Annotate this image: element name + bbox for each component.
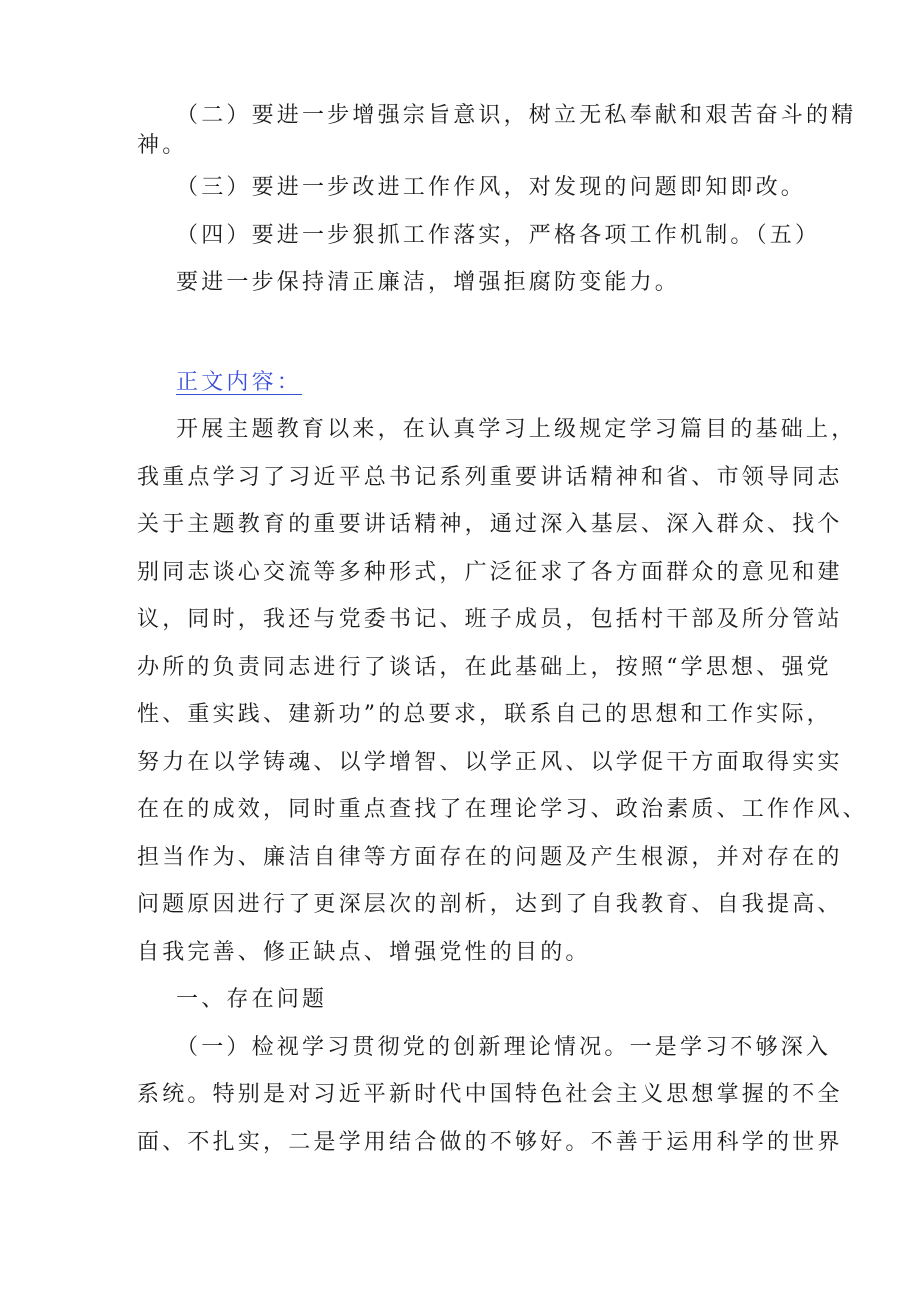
section-heading: 一、存在问题 bbox=[176, 987, 328, 1012]
body-line-10: 担当作为、廉洁自律等方面存在的问题及产生根源，并对存在的 bbox=[137, 845, 843, 870]
intro-line-4: （四）要进一步狠抓工作落实，严格各项工作机制。（五） bbox=[176, 223, 821, 248]
intro-line-1: （二）要进一步增强宗旨意识，树立无私奉献和艰苦奋斗的精 bbox=[176, 103, 857, 128]
body-line-3: 关于主题教育的重要讲话精神，通过深入基层、深入群众、找个 bbox=[137, 512, 843, 537]
body-line-1: 开展主题教育以来，在认真学习上级规定学习篇目的基础上， bbox=[176, 417, 857, 442]
intro-line-5: 要进一步保持清正廉洁，增强拒腐防变能力。 bbox=[176, 270, 681, 295]
body-line-9: 在在的成效，同时重点查找了在理论学习、政治素质、工作作风、 bbox=[137, 797, 868, 822]
body-line-7: 性、重实践、建新功”的总要求，联系自己的思想和工作实际， bbox=[137, 702, 832, 727]
body-line-11: 问题原因进行了更深层次的剖析，达到了自我教育、自我提高、 bbox=[137, 892, 843, 917]
body-line-5: 议，同时，我还与党委书记、班子成员，包括村干部及所分管站 bbox=[137, 607, 843, 632]
section-link[interactable]: 正文内容： bbox=[176, 370, 303, 395]
sub-line-3: 面、不扎实，二是学用结合做的不够好。不善于运用科学的世界 bbox=[137, 1130, 843, 1155]
body-line-8: 努力在以学铸魂、以学增智、以学正风、以学促干方面取得实实 bbox=[137, 750, 843, 775]
sub-line-1: （一）检视学习贯彻党的创新理论情况。一是学习不够深入 bbox=[176, 1035, 832, 1060]
intro-line-2: 神。 bbox=[137, 133, 188, 158]
body-line-2: 我重点学习了习近平总书记系列重要讲话精神和省、市领导同志 bbox=[137, 465, 843, 490]
sub-line-2: 系统。特别是对习近平新时代中国特色社会主义思想掌握的不全 bbox=[137, 1082, 843, 1107]
body-line-6: 办所的负责同志进行了谈话，在此基础上，按照“学思想、强党 bbox=[137, 655, 832, 680]
body-line-12: 自我完善、修正缺点、增强党性的目的。 bbox=[137, 940, 591, 965]
body-line-4: 别同志谈心交流等多种形式，广泛征求了各方面群众的意见和建 bbox=[137, 560, 843, 585]
intro-line-3: （三）要进一步改进工作作风，对发现的问题即知即改。 bbox=[176, 175, 807, 200]
